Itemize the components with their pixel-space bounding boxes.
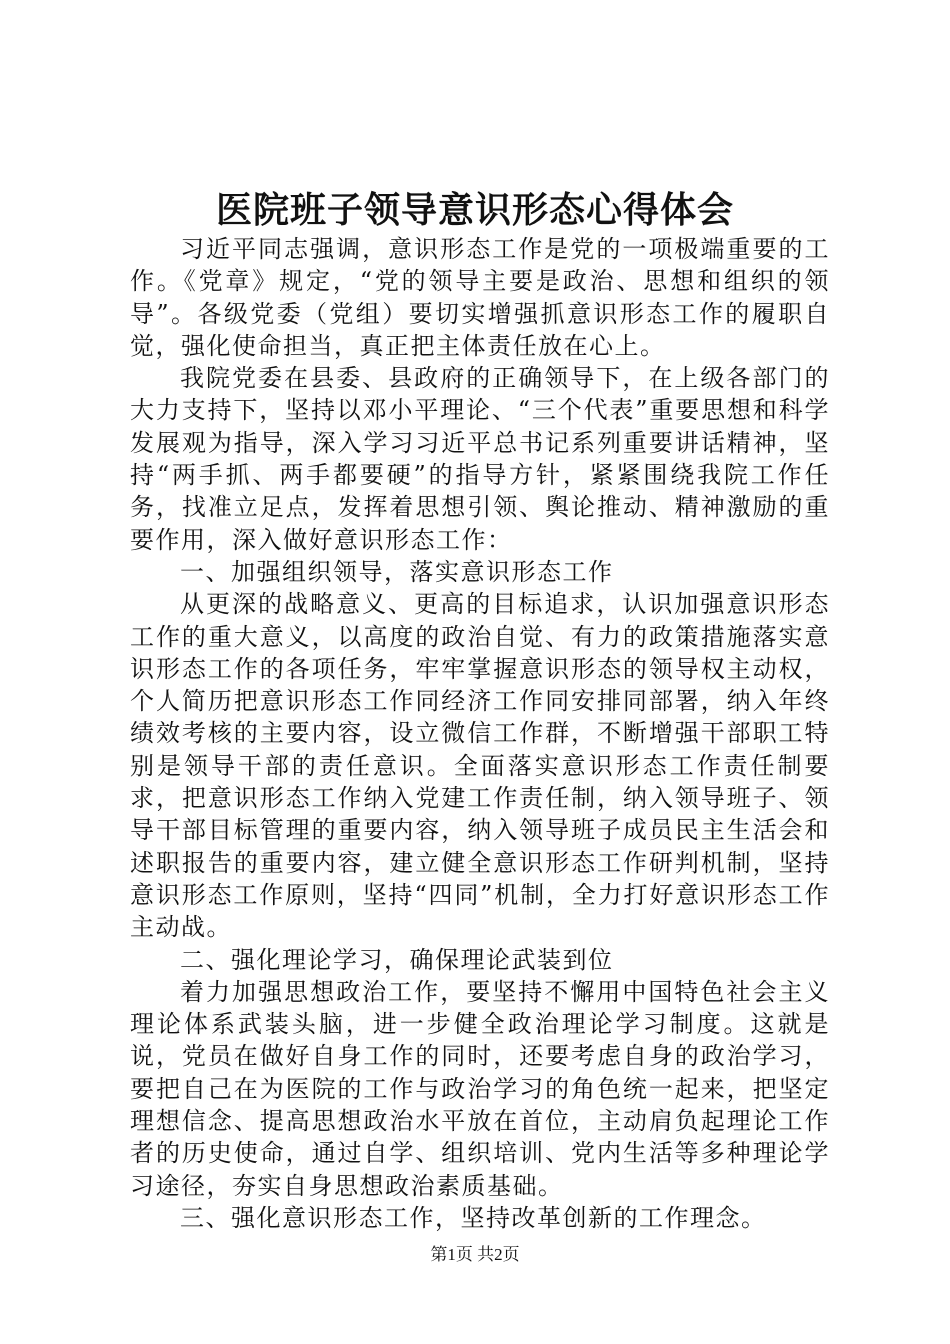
page-number-footer: 第1页 共2页 <box>430 1245 520 1264</box>
paragraph: 我院党委在县委、县政府的正确领导下，在上级各部门的大力支持下，坚持以邓小平理论、“三个代表”重要思想和科学发展观为指导，深入学习习近平总书记系列重要讲话精神，坚持“两手抓、两手都要硬”的指导方针，紧紧围绕我院工作任务，找准立足点，发挥着思想引领、舆论推动、精神激励的重要作用，深入做好意识形态工作： <box>130 364 830 554</box>
section-heading: 二、强化理论学习，确保理论武装到位 <box>180 945 614 974</box>
paragraph: 从更深的战略意义、更高的目标追求，认识加强意识形态工作的重大意义，以高度的政治自觉、有力的政策措施落实意识形态工作的各项任务，牢牢掌握意识形态的领导权主动权，个人简历把意识形态工作同经济工作同安排同部署，纳入年终绩效考核的主要内容，设立微信工作群，不断增强干部职工特别是领导干部的责任意识。全面落实意识形态工作责任制要求，把意识形态工作纳入党建工作责任制，纳入领导班子、领导干部目标管理的重要内容，纳入领导班子成员民主生活会和述职报告的重要内容，建立健全意识形态工作研判机制，坚持意识形态工作原则，坚持“四同”机制，全力打好意识形态工作主动战。 <box>130 590 830 942</box>
section-heading: 三、强化意识形态工作，坚持改革创新的工作理念。 <box>180 1203 767 1232</box>
document-body <box>130 233 830 1234</box>
document-title: 医院班子领导意识形态心得体会 <box>215 189 734 231</box>
paragraph: 习近平同志强调，意识形态工作是党的一项极端重要的工作。《党章》规定，“党的领导主要是政治、思想和组织的领导”。各级党委（党组）要切实增强抓意识形态工作的履职自觉，强化使命担当，真正把主体责任放在心上。 <box>130 235 830 360</box>
paragraph: 着力加强思想政治工作，要坚持不懈用中国特色社会主义理论体系武装头脑，进一步健全政治理论学习制度。这就是说，党员在做好自身工作的同时，还要考虑自身的政治学习，要把自己在为医院的工作与政治学习的角色统一起来，把坚定理想信念、提高思想政治水平放在首位，主动肩负起理论工作者的历史使命，通过自学、组织培训、党内生活等多种理论学习途径，夯实自身思想政治素质基础。 <box>130 977 830 1200</box>
section-heading: 一、加强组织领导，落实意识形态工作 <box>180 557 614 586</box>
